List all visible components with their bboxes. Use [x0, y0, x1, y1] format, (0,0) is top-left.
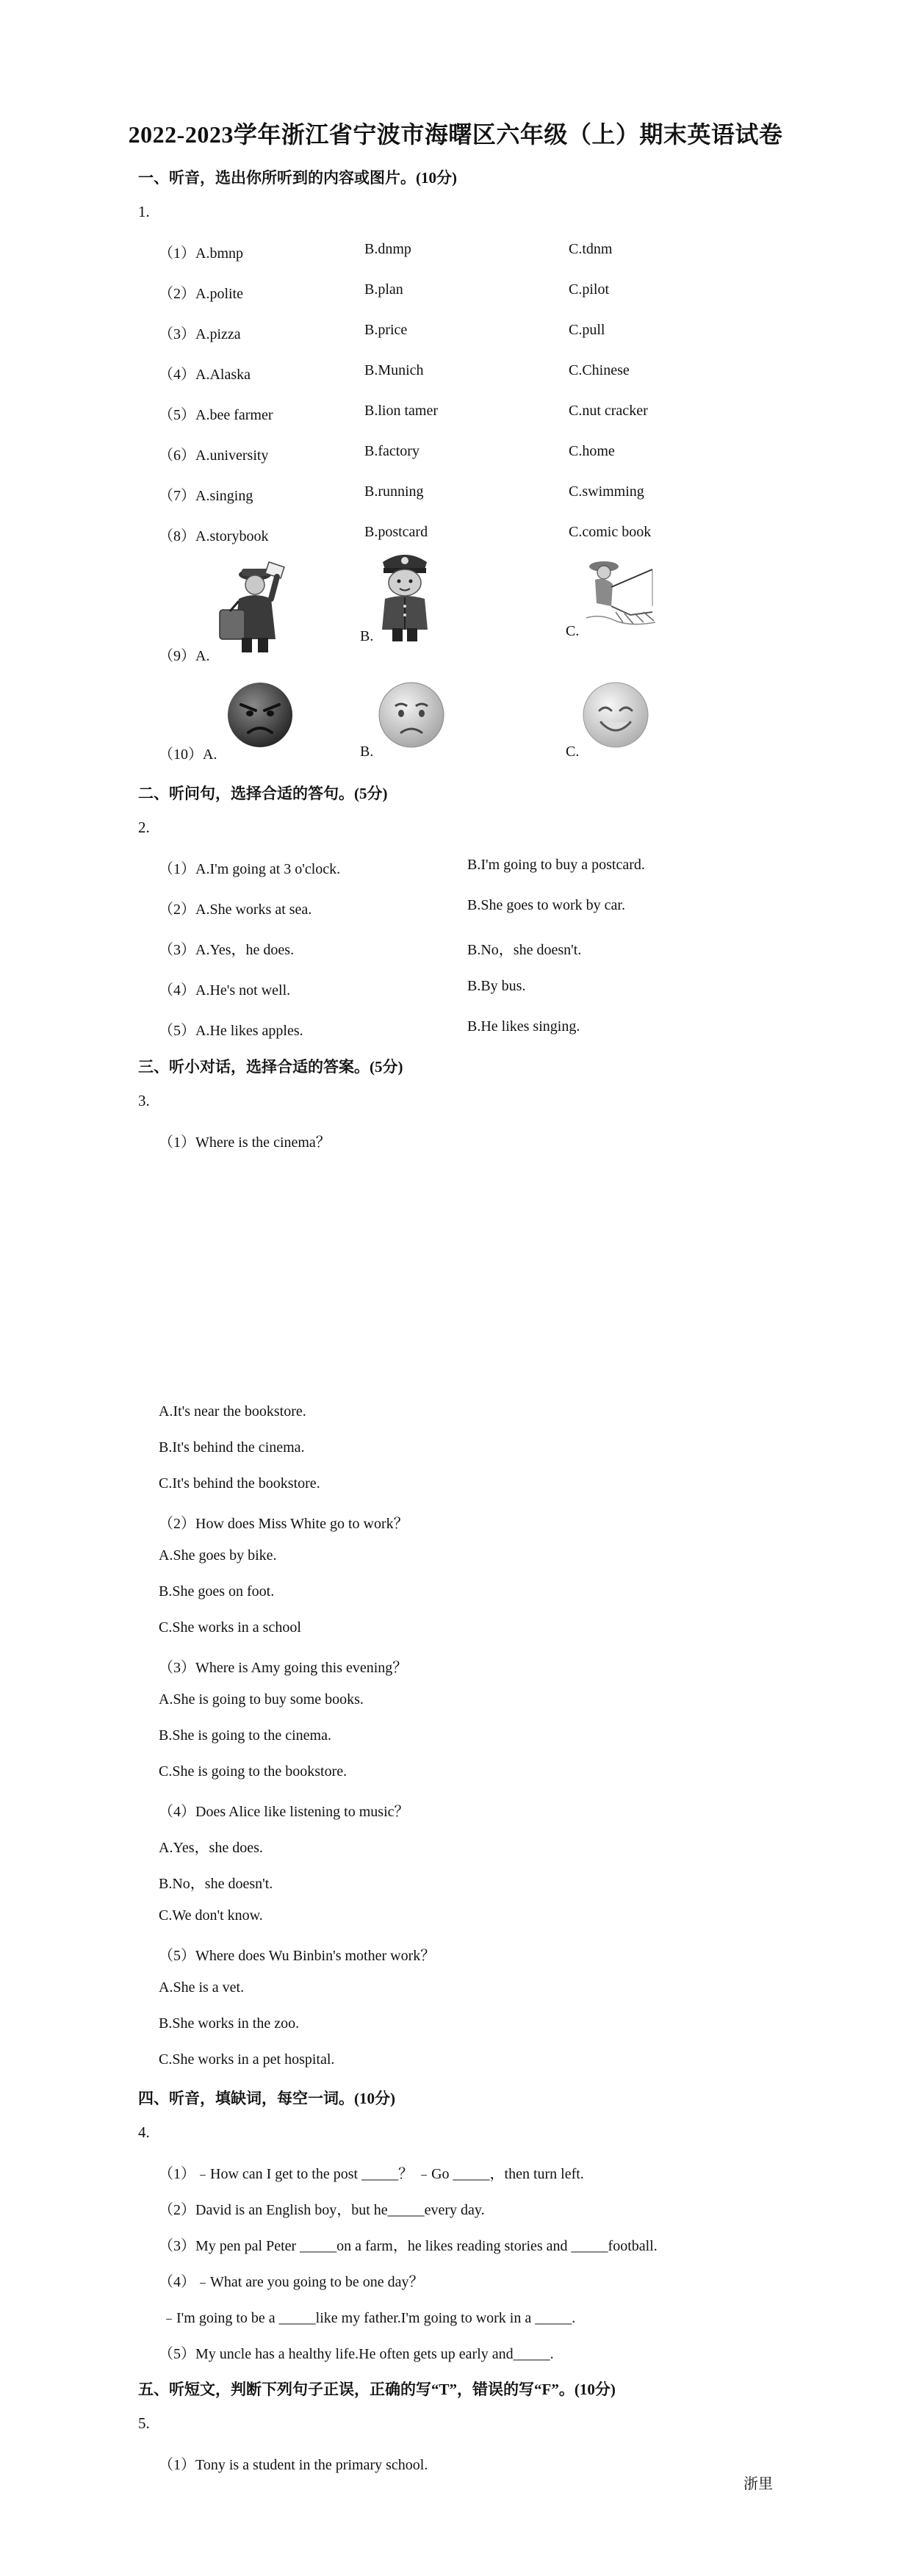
q1-row-2-b: B.plan	[364, 281, 403, 298]
q1-row-8-c: C.comic book	[569, 524, 652, 540]
q2-row-3	[159, 938, 857, 958]
q3-item-3-a: A.She is going to buy some books.	[159, 1691, 364, 1708]
q3-item-3-question: （3）Where is Amy going this evening？	[159, 1660, 408, 1676]
section-1-heading: 一、听音，选出你所听到的内容或图片。(10分)	[138, 169, 457, 187]
q3-item-1-question: （1）Where is the cinema？	[159, 1134, 331, 1151]
q3-item-2-c: C.She works in a school	[159, 1619, 301, 1636]
q2-row-5-a: （5）A.He likes apples.	[159, 1023, 303, 1039]
q2-row-1-a: （1）A.I'm going at 3 o'clock.	[159, 861, 341, 877]
q3-item-4-b: B.No，she doesn't.	[159, 1876, 273, 1892]
q2-row-5-b: B.He likes singing.	[467, 1018, 580, 1035]
angry-face-icon	[225, 680, 295, 750]
q1-row-10-b-label: B.	[360, 744, 374, 760]
q3-item-5-c: C.She works in a pet hospital.	[159, 2051, 335, 2068]
q3-item-1-b: B.It's behind the cinema.	[159, 1439, 305, 1456]
q1-row-4-c: C.Chinese	[569, 362, 630, 378]
q1-row-6-a: （6）A.university	[159, 447, 269, 464]
q2-row-2-a: （2）A.She works at sea.	[159, 902, 312, 918]
q2-row-4-a: （4）A.He's not well.	[159, 982, 291, 999]
q2-row-4-b: B.By bus.	[467, 978, 526, 994]
q2-row-3-a: （3）A.Yes，he does.	[159, 942, 295, 958]
question-3-number: 3.	[138, 1092, 150, 1109]
q1-row-6-c: C.home	[569, 443, 615, 459]
question-2-number: 2.	[138, 819, 150, 836]
q2-row-1	[159, 857, 857, 877]
q1-row-9-a-label: （9）A.	[159, 648, 210, 664]
section-4-heading: 四、听音，填缺词，每空一词。(10分)	[138, 2090, 395, 2107]
q3-item-1-c: C.It's behind the bookstore.	[159, 1475, 320, 1492]
q4-line-6: （5）My uncle has a healthy life.He often gets up early and_____.	[159, 2346, 554, 2362]
q1-row-9-b-label: B.	[360, 628, 374, 644]
q3-item-2-b: B.She goes on foot.	[159, 1583, 275, 1600]
q1-row-5-a: （5）A.bee farmer	[159, 407, 273, 423]
fisherman-icon	[579, 555, 660, 628]
question-5-number: 5.	[138, 2414, 150, 2432]
q1-row-3-b: B.price	[364, 322, 408, 338]
q1-row-3-a: （3）A.pizza	[159, 326, 241, 342]
q1-row-6-b: B.factory	[364, 443, 420, 459]
q1-row-5-b: B.lion tamer	[364, 403, 438, 419]
q1-row-2	[159, 281, 857, 302]
q3-item-3-c: C.She is going to the bookstore.	[159, 1763, 348, 1780]
q1-row-2-a: （2）A.polite	[159, 286, 243, 302]
q2-row-3-b: B.No，she doesn't.	[467, 942, 582, 958]
q2-row-1-b: B.I'm going to buy a postcard.	[467, 857, 645, 873]
q4-line-4: （4）﹣What are you going to be one day？	[159, 2274, 424, 2290]
q3-item-1-a: A.It's near the bookstore.	[159, 1403, 306, 1420]
section-3-heading: 三、听小对话，选择合适的答案。(5分)	[138, 1058, 403, 1076]
q3-item-4-c: C.We don't know.	[159, 1907, 263, 1924]
question-1-number: 1.	[138, 203, 150, 220]
question-4-number: 4.	[138, 2123, 150, 2141]
q2-row-4	[159, 978, 857, 999]
q3-item-2-a: A.She goes by bike.	[159, 1547, 277, 1564]
q1-row-7-a: （7）A.singing	[159, 488, 253, 504]
q1-row-7-c: C.swimming	[569, 483, 644, 500]
q1-row-4-a: （4）A.Alaska	[159, 367, 251, 383]
q1-row-5	[159, 403, 857, 423]
q2-row-2	[159, 897, 857, 918]
q3-item-3-b: B.She is going to the cinema.	[159, 1727, 331, 1744]
q1-row-9-c-label: C.	[566, 623, 580, 639]
q1-row-1	[159, 241, 857, 262]
q1-row-1-a: （1）A.bmnp	[159, 245, 243, 262]
q3-item-5-question: （5）Where does Wu Binbin's mother work？	[159, 1948, 436, 1964]
page-title: 2022-2023学年浙江省宁波市海曙区六年级（上）期末英语试卷	[128, 121, 783, 148]
q1-row-7	[159, 483, 857, 504]
q1-row-8-b: B.postcard	[364, 524, 428, 540]
happy-face-icon	[580, 680, 651, 750]
q1-row-10-a-label: （10）A.	[159, 746, 217, 763]
q1-row-4	[159, 362, 857, 383]
q1-row-1-c: C.tdnm	[569, 241, 613, 257]
q1-row-3-c: C.pull	[569, 322, 605, 338]
postman-icon	[209, 558, 290, 654]
police-officer-icon	[372, 547, 438, 643]
q3-item-2-question: （2）How does Miss White go to work？	[159, 1516, 408, 1532]
q1-row-7-b: B.running	[364, 483, 424, 500]
q1-row-8-a: （8）A.storybook	[159, 528, 269, 544]
q1-row-1-b: B.dnmp	[364, 241, 411, 257]
sad-face-icon	[376, 680, 447, 750]
q1-row-4-b: B.Munich	[364, 362, 424, 378]
q1-row-2-c: C.pilot	[569, 281, 610, 298]
q1-row-3	[159, 322, 857, 342]
section-5-heading: 五、听短文，判断下列句子正误，正确的写“T”，错误的写“F”。(10分)	[138, 2381, 616, 2398]
q3-item-5-b: B.She works in the zoo.	[159, 2015, 300, 2032]
section-2-heading: 二、听问句，选择合适的答句。(5分)	[138, 785, 388, 802]
q4-line-5: ﹣I'm going to be a _____like my father.I'm going to work in a _____.	[162, 2310, 576, 2326]
q5-line-1: （1）Tony is a student in the primary school.	[159, 2457, 428, 2473]
q2-row-2-b: B.She goes to work by car.	[467, 897, 625, 913]
q3-item-4-a: A.Yes，she does.	[159, 1840, 263, 1856]
q3-item-5-a: A.She is a vet.	[159, 1979, 245, 1996]
q4-line-2: （2）David is an English boy，but he_____every day.	[159, 2202, 485, 2218]
q4-line-1: （1）﹣How can I get to the post _____？ ﹣Go _____，then turn left.	[159, 2166, 584, 2182]
q1-row-6	[159, 443, 857, 464]
q1-row-10-c-label: C.	[566, 744, 580, 760]
footer-mark: 浙里	[743, 2476, 773, 2492]
q1-row-8	[159, 524, 857, 544]
q1-row-5-c: C.nut cracker	[569, 403, 648, 419]
q4-line-3: （3）My pen pal Peter _____on a farm，he likes reading stories and _____football.	[159, 2238, 658, 2254]
q3-item-4-question: （4）Does Alice like listening to music？	[159, 1804, 409, 1820]
q2-row-5	[159, 1018, 857, 1039]
